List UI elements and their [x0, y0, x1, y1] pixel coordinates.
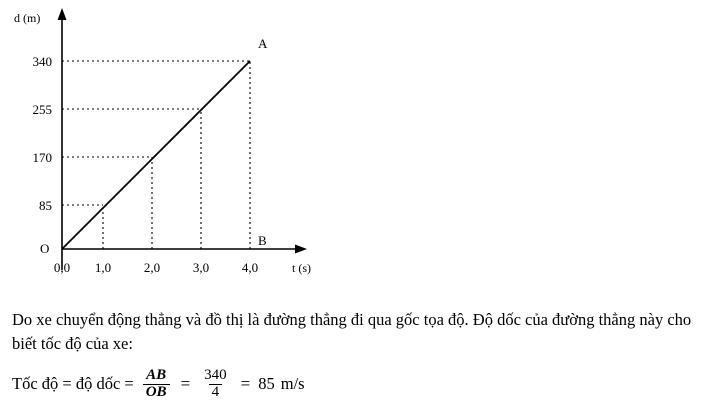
formula-result: 85 — [258, 374, 275, 394]
x-tick-label-3: 3,0 — [192, 260, 210, 275]
y-tick-label-170: 170 — [32, 150, 52, 165]
x-tick-label-4: 4,0 — [241, 260, 259, 275]
fraction-numerator-ab: AB — [146, 367, 167, 383]
x-tick-label-2: 2,0 — [143, 260, 161, 275]
fraction-ab-ob — [143, 368, 170, 401]
explanation-text: Do xe chuyển động thẳng và đồ thị là đường thẳng đi qua gốc tọa độ. Độ dốc của đường thẳng này cho biết tốc độ của xe: — [12, 310, 692, 353]
point-b-label: B — [258, 233, 267, 248]
y-tick-label-85: 85 — [39, 198, 52, 213]
x-tick-label-1: 1,0 — [94, 260, 112, 275]
fraction-denominator-4: 4 — [209, 384, 223, 401]
distance-time-graph — [0, 0, 420, 290]
formula-unit: m/s — [280, 374, 305, 394]
formula-line — [12, 368, 712, 401]
point-a-label: A — [258, 36, 268, 51]
data-series-line — [62, 61, 250, 249]
equals-sign-1: = — [180, 374, 191, 394]
x-axis-arrow — [295, 245, 307, 254]
y-tick-label-255: 255 — [32, 102, 52, 117]
graph-figure — [0, 0, 420, 290]
x-tick-label-0: 0,0 — [53, 260, 71, 275]
fraction-numerator-340: 340 — [204, 367, 227, 383]
formula-lead: Tốc độ = độ dốc = — [12, 374, 134, 394]
fraction-340-4 — [201, 368, 230, 401]
y-axis-arrow — [58, 8, 67, 20]
origin-label: O — [40, 241, 50, 256]
y-tick-label-340: 340 — [32, 54, 52, 69]
fraction-denominator-ob: OB — [143, 384, 170, 401]
x-axis-title: t (s) — [292, 261, 311, 275]
y-axis-title: d (m) — [14, 11, 41, 25]
equals-sign-2: = — [240, 374, 251, 394]
